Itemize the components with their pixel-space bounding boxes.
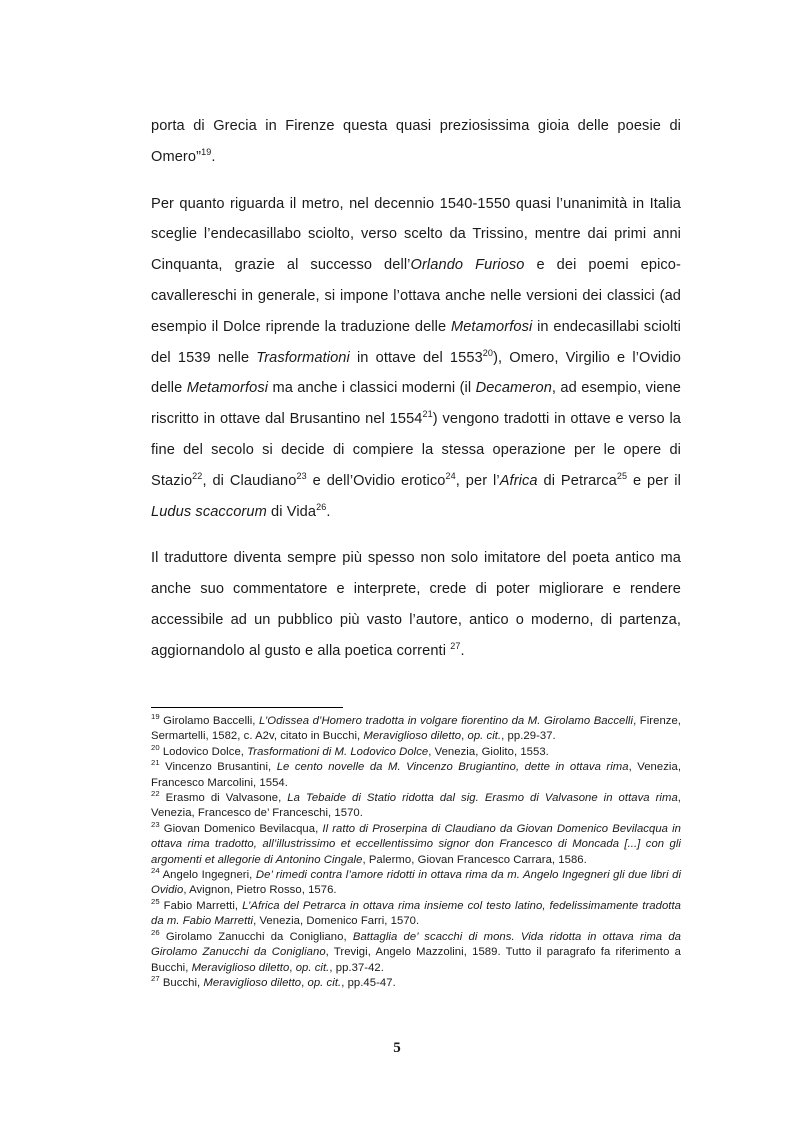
footnote-24 bbox=[151, 868, 681, 899]
text-run: , di Claudiano bbox=[202, 472, 297, 489]
text-run: e dell’Ovidio erotico bbox=[306, 472, 446, 489]
footnote-ref-19[interactable]: 19 bbox=[201, 146, 212, 157]
text-run: Giovan Domenico Bevilacqua, bbox=[159, 822, 323, 835]
text-run: e per il bbox=[627, 472, 681, 489]
text-run: ), Omero, Virgilio e l’Ovidio delle bbox=[151, 349, 681, 397]
italic-title: Metamorfosi bbox=[186, 380, 269, 397]
text-run: , Venezia, Francesco de’ Franceschi, 1570. bbox=[151, 792, 681, 820]
footnote-19 bbox=[151, 714, 681, 745]
footnote-number: 26 bbox=[151, 927, 160, 937]
text-run: . bbox=[460, 642, 465, 659]
italic-title: Trasformationi bbox=[256, 349, 350, 366]
footnote-25 bbox=[151, 899, 681, 930]
text-run: Lodovico Dolce, bbox=[159, 745, 248, 758]
footnote-ref-25[interactable]: 25 bbox=[616, 470, 628, 481]
footnote-ref-22[interactable]: 22 bbox=[192, 470, 203, 481]
text-run: , ad esempio, viene riscritto in ottave dal Brusantino nel 1554 bbox=[151, 380, 681, 428]
italic-title: Meraviglioso diletto bbox=[363, 730, 462, 743]
page-number: 5 bbox=[393, 1040, 401, 1056]
text-run: Per quanto riguarda il metro, nel decennio 1540-1550 quasi l’unanimità in Italia sceglie l’endecasillabo sciolto, verso scelto da Trissino, mentre dai primi anni Cinquanta, grazie al successo dell’ bbox=[151, 195, 681, 274]
text-run: Fabio Marretti, bbox=[159, 899, 243, 912]
text-run: in endecasillabi sciolti del 1539 nelle bbox=[151, 318, 681, 366]
paragraph-3 bbox=[151, 543, 681, 666]
footnote-27 bbox=[151, 976, 681, 991]
italic-title: Le cento novelle da M. Vincenzo Brugiantino, dette in ottava rima bbox=[276, 761, 629, 774]
footnote-number: 23 bbox=[151, 820, 160, 830]
text-run: Erasmo di Valvasone, bbox=[159, 792, 288, 805]
paragraph-1 bbox=[151, 111, 681, 173]
footnote-number: 25 bbox=[151, 897, 160, 907]
text-run: . bbox=[211, 148, 216, 165]
italic-title: op. cit. bbox=[295, 961, 330, 974]
text-run: , pp.45-47. bbox=[341, 976, 396, 989]
italic-title: Ludus scaccorum bbox=[151, 503, 267, 520]
text-run: , bbox=[289, 961, 296, 974]
text-run: porta di Grecia in Firenze questa quasi preziosissima gioia delle poesie di Omero” bbox=[151, 118, 681, 165]
text-run: , Palermo, Giovan Francesco Carrara, 1586. bbox=[362, 853, 587, 866]
text-run: Vincenzo Brusantini, bbox=[159, 761, 277, 774]
text-run: , Venezia, Francesco Marcolini, 1554. bbox=[151, 761, 682, 789]
text-run: di Vida bbox=[266, 503, 317, 520]
text-run: , pp.29-37. bbox=[501, 730, 556, 743]
text-run: Angelo Ingegneri, bbox=[159, 869, 256, 882]
footnote-number: 20 bbox=[151, 743, 160, 753]
text-run: , bbox=[461, 730, 468, 743]
text-run: Girolamo Baccelli, bbox=[159, 715, 259, 727]
text-run: e dei poemi epico-cavallereschi in generale, si impone l’ottava anche nelle versioni dei classici (ad esempio il Dolce riprende la traduzione delle bbox=[151, 257, 681, 335]
text-run: , per l’ bbox=[455, 472, 500, 489]
text-run: , pp.37-42. bbox=[329, 961, 384, 974]
italic-title: L’Odissea d’Homero tradotta in volgare fiorentino da M. Girolamo Baccelli bbox=[258, 715, 634, 727]
text-run: . bbox=[326, 503, 331, 520]
footnote-number: 19 bbox=[151, 712, 160, 722]
text-run: , Firenze, Sermartelli, 1582, c. A2v, citato in Bucchi, bbox=[151, 715, 681, 743]
footnote-ref-23[interactable]: 23 bbox=[296, 470, 307, 481]
italic-title: De’ rimedi contra l’amore ridotti in ottava rima da m. Angelo Ingegneri gli due libri di Ovidio bbox=[151, 869, 682, 897]
text-run: , Venezia, Domenico Farri, 1570. bbox=[253, 915, 420, 928]
footnote-number: 21 bbox=[151, 758, 160, 768]
text-run: in ottave del 1553 bbox=[349, 349, 483, 366]
footnote-20 bbox=[151, 745, 681, 760]
italic-title: op. cit. bbox=[307, 976, 342, 989]
footnote-ref-24[interactable]: 24 bbox=[445, 470, 456, 481]
text-run: , bbox=[301, 976, 308, 989]
italic-title: Meraviglioso diletto bbox=[191, 961, 290, 974]
text-run: ) vengono tradotti in ottave e verso la fine del secolo si decide di compiere la stessa operazione per le opere di Stazio bbox=[151, 411, 681, 489]
text-run: Il traduttore diventa sempre più spesso non solo imitatore del poeta antico ma anche suo commentatore e interprete, crede di poter migliorare e rendere accessibile ad un pubblico più vasto l’autore, antico o moderno, di partenza, aggiornandolo al gusto e alla poetica correnti bbox=[151, 550, 681, 659]
footnote-ref-26[interactable]: 26 bbox=[316, 501, 327, 512]
footnote-number: 27 bbox=[151, 974, 160, 984]
text-run: , Avignon, Pietro Rosso, 1576. bbox=[183, 884, 337, 897]
footnote-separator bbox=[151, 707, 343, 708]
italic-title: L’Africa del Petrarca in ottava rima insieme col testo latino, fedelissimamente tradotta da m. Fabio Marretti bbox=[151, 899, 681, 928]
italic-title: Il ratto di Proserpina di Claudiano da Giovan Domenico Bevilacqua in ottava rima tradotto, all’illustrissimo et eccellentissimo signor don Francesco di Moncada [...] con gli argomenti et allegorie di Antonino Cingale bbox=[151, 822, 682, 866]
footnote-26 bbox=[151, 927, 681, 976]
italic-title: op. cit. bbox=[467, 730, 502, 743]
text-run: , Trevigi, Angelo Mazzolini, 1589. Tutto il paragrafo fa riferimento a Bucchi, bbox=[151, 946, 681, 974]
italic-title: Meraviglioso diletto bbox=[203, 976, 302, 989]
italic-title: Trasformationi di M. Lodovico Dolce bbox=[247, 745, 429, 758]
footnote-21 bbox=[151, 760, 681, 791]
text-run: Girolamo Zanucchi da Conigliano, bbox=[159, 930, 353, 943]
italic-title: La Tebaide di Statio ridotta dal sig. Erasmo di Valvasone in ottava rima bbox=[287, 792, 678, 805]
italic-title: Metamorfosi bbox=[450, 318, 533, 335]
footnote-ref-21[interactable]: 21 bbox=[422, 409, 433, 420]
footnote-23 bbox=[151, 822, 681, 868]
main-text bbox=[151, 111, 681, 683]
text-run: di Petrarca bbox=[537, 472, 617, 489]
footnote-number: 24 bbox=[151, 866, 160, 876]
text-run: ma anche i classici moderni (il bbox=[268, 380, 476, 397]
italic-title: Decameron bbox=[475, 380, 552, 397]
text-run: Bucchi, bbox=[159, 976, 204, 989]
italic-title: Orlando Furioso bbox=[410, 257, 525, 274]
footnote-22 bbox=[151, 791, 681, 822]
footnotes bbox=[151, 714, 681, 991]
italic-title: Battaglia de’ scacchi di mons. Vida ridotta in ottava rima da Girolamo Zanucchi da Conigliano bbox=[151, 930, 681, 959]
footnote-ref-27[interactable]: 27 bbox=[450, 640, 461, 651]
text-run: , Venezia, Giolito, 1553. bbox=[428, 745, 549, 758]
footnote-ref-20[interactable]: 20 bbox=[482, 347, 494, 358]
italic-title: Africa bbox=[499, 472, 538, 489]
footnote-number: 22 bbox=[151, 789, 160, 799]
paragraph-2 bbox=[151, 189, 681, 528]
